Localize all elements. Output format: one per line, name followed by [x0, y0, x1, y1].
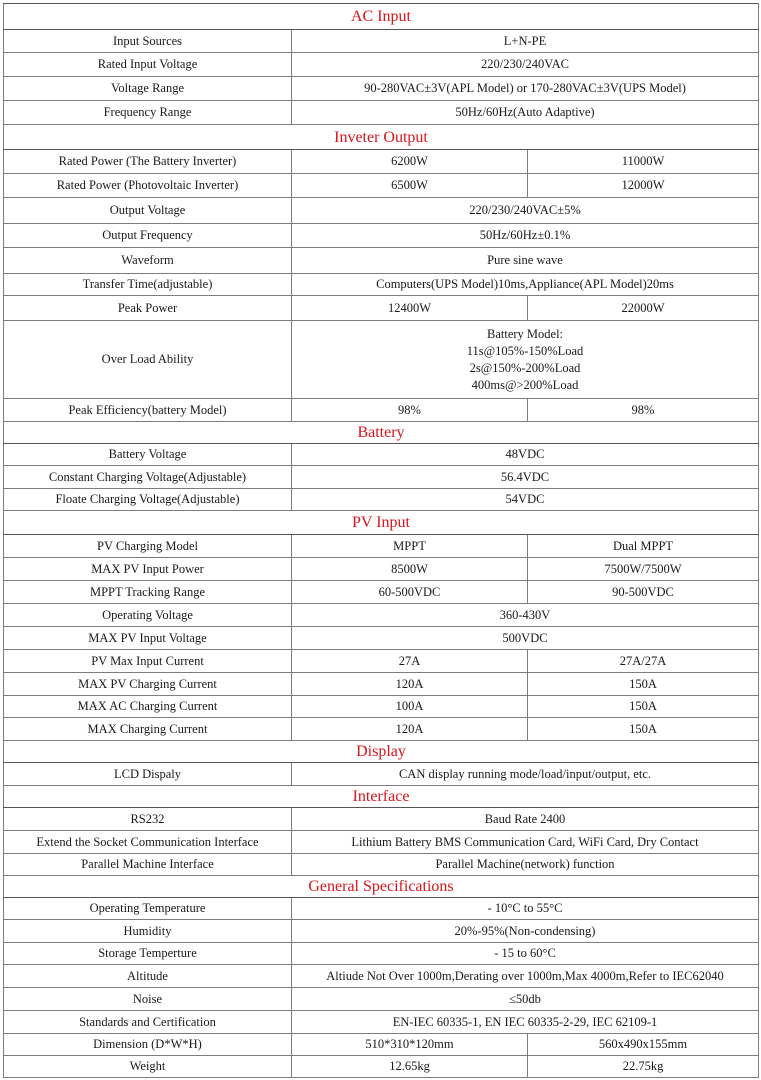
spec-label: Dimension (D*W*H)	[4, 1034, 292, 1056]
spec-label: Input Sources	[4, 30, 292, 53]
spec-label: MAX Charging Current	[4, 718, 292, 741]
section-header-pv-input	[4, 511, 759, 535]
spec-value: - 15 to 60°C	[292, 943, 759, 965]
spec-value-line: Battery Model:	[486, 326, 564, 341]
spec-value: Parallel Machine(network) function	[292, 854, 759, 876]
spec-value-model-a: 8500W	[292, 558, 528, 581]
spec-value: 48VDC	[292, 444, 759, 466]
spec-value-line: 400ms@>200%Load	[471, 377, 579, 392]
spec-label: MAX AC Charging Current	[4, 696, 292, 718]
spec-value-model-b: 22.75kg	[528, 1056, 759, 1078]
spec-label: Output Voltage	[4, 198, 292, 224]
spec-label: Operating Voltage	[4, 604, 292, 627]
spec-value-line: 2s@150%-200%Load	[469, 360, 581, 375]
spec-row	[4, 627, 759, 650]
spec-value: - 10°C to 55°C	[292, 898, 759, 920]
spec-label: Rated Power (Photovoltaic Inverter)	[4, 174, 292, 198]
spec-value-model-b: 150A	[528, 696, 759, 718]
spec-value: L+N-PE	[292, 30, 759, 53]
spec-value: CAN display running mode/load/input/output, etc.	[292, 763, 759, 786]
section-title: Battery	[4, 422, 759, 444]
spec-row	[4, 30, 759, 53]
spec-label: Battery Voltage	[4, 444, 292, 466]
spec-value-model-b: 560x490x155mm	[528, 1034, 759, 1056]
section-title: Interface	[4, 786, 759, 808]
spec-value-model-b: 150A	[528, 718, 759, 741]
spec-value-model-b: 27A/27A	[528, 650, 759, 673]
spec-row	[4, 650, 759, 673]
spec-label: RS232	[4, 808, 292, 831]
spec-value: 50Hz/60Hz(Auto Adaptive)	[292, 101, 759, 125]
spec-table-body	[4, 4, 759, 1078]
section-header-ac-input	[4, 4, 759, 30]
spec-value-model-a: 60-500VDC	[292, 581, 528, 604]
spec-label: MAX PV Input Power	[4, 558, 292, 581]
spec-row	[4, 718, 759, 741]
spec-value-model-a: 120A	[292, 718, 528, 741]
spec-row	[4, 77, 759, 101]
spec-row	[4, 988, 759, 1011]
spec-value: 20%-95%(Non-condensing)	[292, 920, 759, 943]
spec-label: Weight	[4, 1056, 292, 1078]
spec-label: PV Charging Model	[4, 535, 292, 558]
section-header-inveter-output	[4, 125, 759, 150]
section-header-interface	[4, 786, 759, 808]
spec-label: Over Load Ability	[4, 321, 292, 399]
spec-row	[4, 150, 759, 174]
section-title: Display	[4, 741, 759, 763]
section-title: General Specifications	[4, 876, 759, 898]
spec-value: Computers(UPS Model)10ms,Appliance(APL Model)20ms	[292, 274, 759, 296]
spec-value: 50Hz/60Hz±0.1%	[292, 224, 759, 248]
spec-row	[4, 920, 759, 943]
spec-value: 90-280VAC±3V(APL Model) or 170-280VAC±3V(UPS Model)	[292, 77, 759, 101]
spec-value-model-a: 98%	[292, 399, 528, 422]
spec-row	[4, 296, 759, 321]
spec-row	[4, 174, 759, 198]
spec-row	[4, 1034, 759, 1056]
spec-label: Transfer Time(adjustable)	[4, 274, 292, 296]
spec-label: LCD Dispaly	[4, 763, 292, 786]
spec-label: Standards and Certification	[4, 1011, 292, 1034]
spec-row	[4, 808, 759, 831]
spec-label: PV Max Input Current	[4, 650, 292, 673]
spec-table	[3, 3, 759, 1078]
spec-row	[4, 696, 759, 718]
spec-row	[4, 248, 759, 274]
spec-value-model-b: Dual MPPT	[528, 535, 759, 558]
section-title: Inveter Output	[4, 125, 759, 150]
spec-label: Peak Efficiency(battery Model)	[4, 399, 292, 422]
spec-value: 56.4VDC	[292, 466, 759, 489]
spec-label: Constant Charging Voltage(Adjustable)	[4, 466, 292, 489]
spec-value-model-a: 6200W	[292, 150, 528, 174]
spec-value-model-a: 100A	[292, 696, 528, 718]
spec-row	[4, 466, 759, 489]
spec-label: Floate Charging Voltage(Adjustable)	[4, 489, 292, 511]
spec-value: Altiude Not Over 1000m,Derating over 1000m,Max 4000m,Refer to IEC62040	[292, 965, 759, 988]
section-title: AC Input	[4, 4, 759, 30]
spec-value-multiline	[292, 321, 759, 399]
spec-value: 500VDC	[292, 627, 759, 650]
spec-label: MPPT Tracking Range	[4, 581, 292, 604]
spec-value: Baud Rate 2400	[292, 808, 759, 831]
spec-row	[4, 558, 759, 581]
spec-value-model-a: MPPT	[292, 535, 528, 558]
spec-row	[4, 943, 759, 965]
spec-value-model-b: 12000W	[528, 174, 759, 198]
spec-label: Rated Power (The Battery Inverter)	[4, 150, 292, 174]
spec-row	[4, 673, 759, 696]
spec-label: Peak Power	[4, 296, 292, 321]
spec-value-model-a: 27A	[292, 650, 528, 673]
spec-label: Operating Temperature	[4, 898, 292, 920]
spec-row	[4, 399, 759, 422]
spec-label: Storage Temperture	[4, 943, 292, 965]
spec-row	[4, 101, 759, 125]
spec-value-model-a: 12400W	[292, 296, 528, 321]
spec-row	[4, 604, 759, 627]
spec-row	[4, 854, 759, 876]
spec-value-model-a: 510*310*120mm	[292, 1034, 528, 1056]
section-title: PV Input	[4, 511, 759, 535]
spec-row	[4, 53, 759, 77]
spec-value: ≤50db	[292, 988, 759, 1011]
spec-row	[4, 965, 759, 988]
spec-label: Frequency Range	[4, 101, 292, 125]
spec-row	[4, 224, 759, 248]
spec-label: Humidity	[4, 920, 292, 943]
spec-value-model-a: 12.65kg	[292, 1056, 528, 1078]
spec-value-model-a: 120A	[292, 673, 528, 696]
spec-value: 220/230/240VAC	[292, 53, 759, 77]
spec-label: MAX PV Input Voltage	[4, 627, 292, 650]
spec-value-model-b: 98%	[528, 399, 759, 422]
spec-row	[4, 1011, 759, 1034]
spec-value-model-b: 11000W	[528, 150, 759, 174]
spec-row	[4, 198, 759, 224]
spec-label: Rated Input Voltage	[4, 53, 292, 77]
spec-value-model-a: 6500W	[292, 174, 528, 198]
spec-value: 360-430V	[292, 604, 759, 627]
spec-value-model-b: 150A	[528, 673, 759, 696]
spec-value: 54VDC	[292, 489, 759, 511]
spec-label: Voltage Range	[4, 77, 292, 101]
spec-row	[4, 489, 759, 511]
spec-row	[4, 535, 759, 558]
spec-row	[4, 581, 759, 604]
spec-value: 220/230/240VAC±5%	[292, 198, 759, 224]
spec-row	[4, 763, 759, 786]
section-header-general-specifications	[4, 876, 759, 898]
spec-label: MAX PV Charging Current	[4, 673, 292, 696]
section-header-display	[4, 741, 759, 763]
spec-label: Output Frequency	[4, 224, 292, 248]
spec-label: Parallel Machine Interface	[4, 854, 292, 876]
spec-label: Altitude	[4, 965, 292, 988]
spec-label: Noise	[4, 988, 292, 1011]
spec-value: Lithium Battery BMS Communication Card, WiFi Card, Dry Contact	[292, 831, 759, 854]
spec-label: Extend the Socket Communication Interface	[4, 831, 292, 854]
spec-value-model-b: 7500W/7500W	[528, 558, 759, 581]
spec-row	[4, 831, 759, 854]
spec-value-line: 11s@105%-150%Load	[466, 343, 584, 358]
spec-value: Pure sine wave	[292, 248, 759, 274]
section-header-battery	[4, 422, 759, 444]
spec-row	[4, 1056, 759, 1078]
spec-value-model-b: 90-500VDC	[528, 581, 759, 604]
spec-row	[4, 274, 759, 296]
spec-value-model-b: 22000W	[528, 296, 759, 321]
spec-row	[4, 444, 759, 466]
spec-row	[4, 898, 759, 920]
spec-row	[4, 321, 759, 399]
spec-label: Waveform	[4, 248, 292, 274]
spec-value: EN-IEC 60335-1, EN IEC 60335-2-29, IEC 62109-1	[292, 1011, 759, 1034]
